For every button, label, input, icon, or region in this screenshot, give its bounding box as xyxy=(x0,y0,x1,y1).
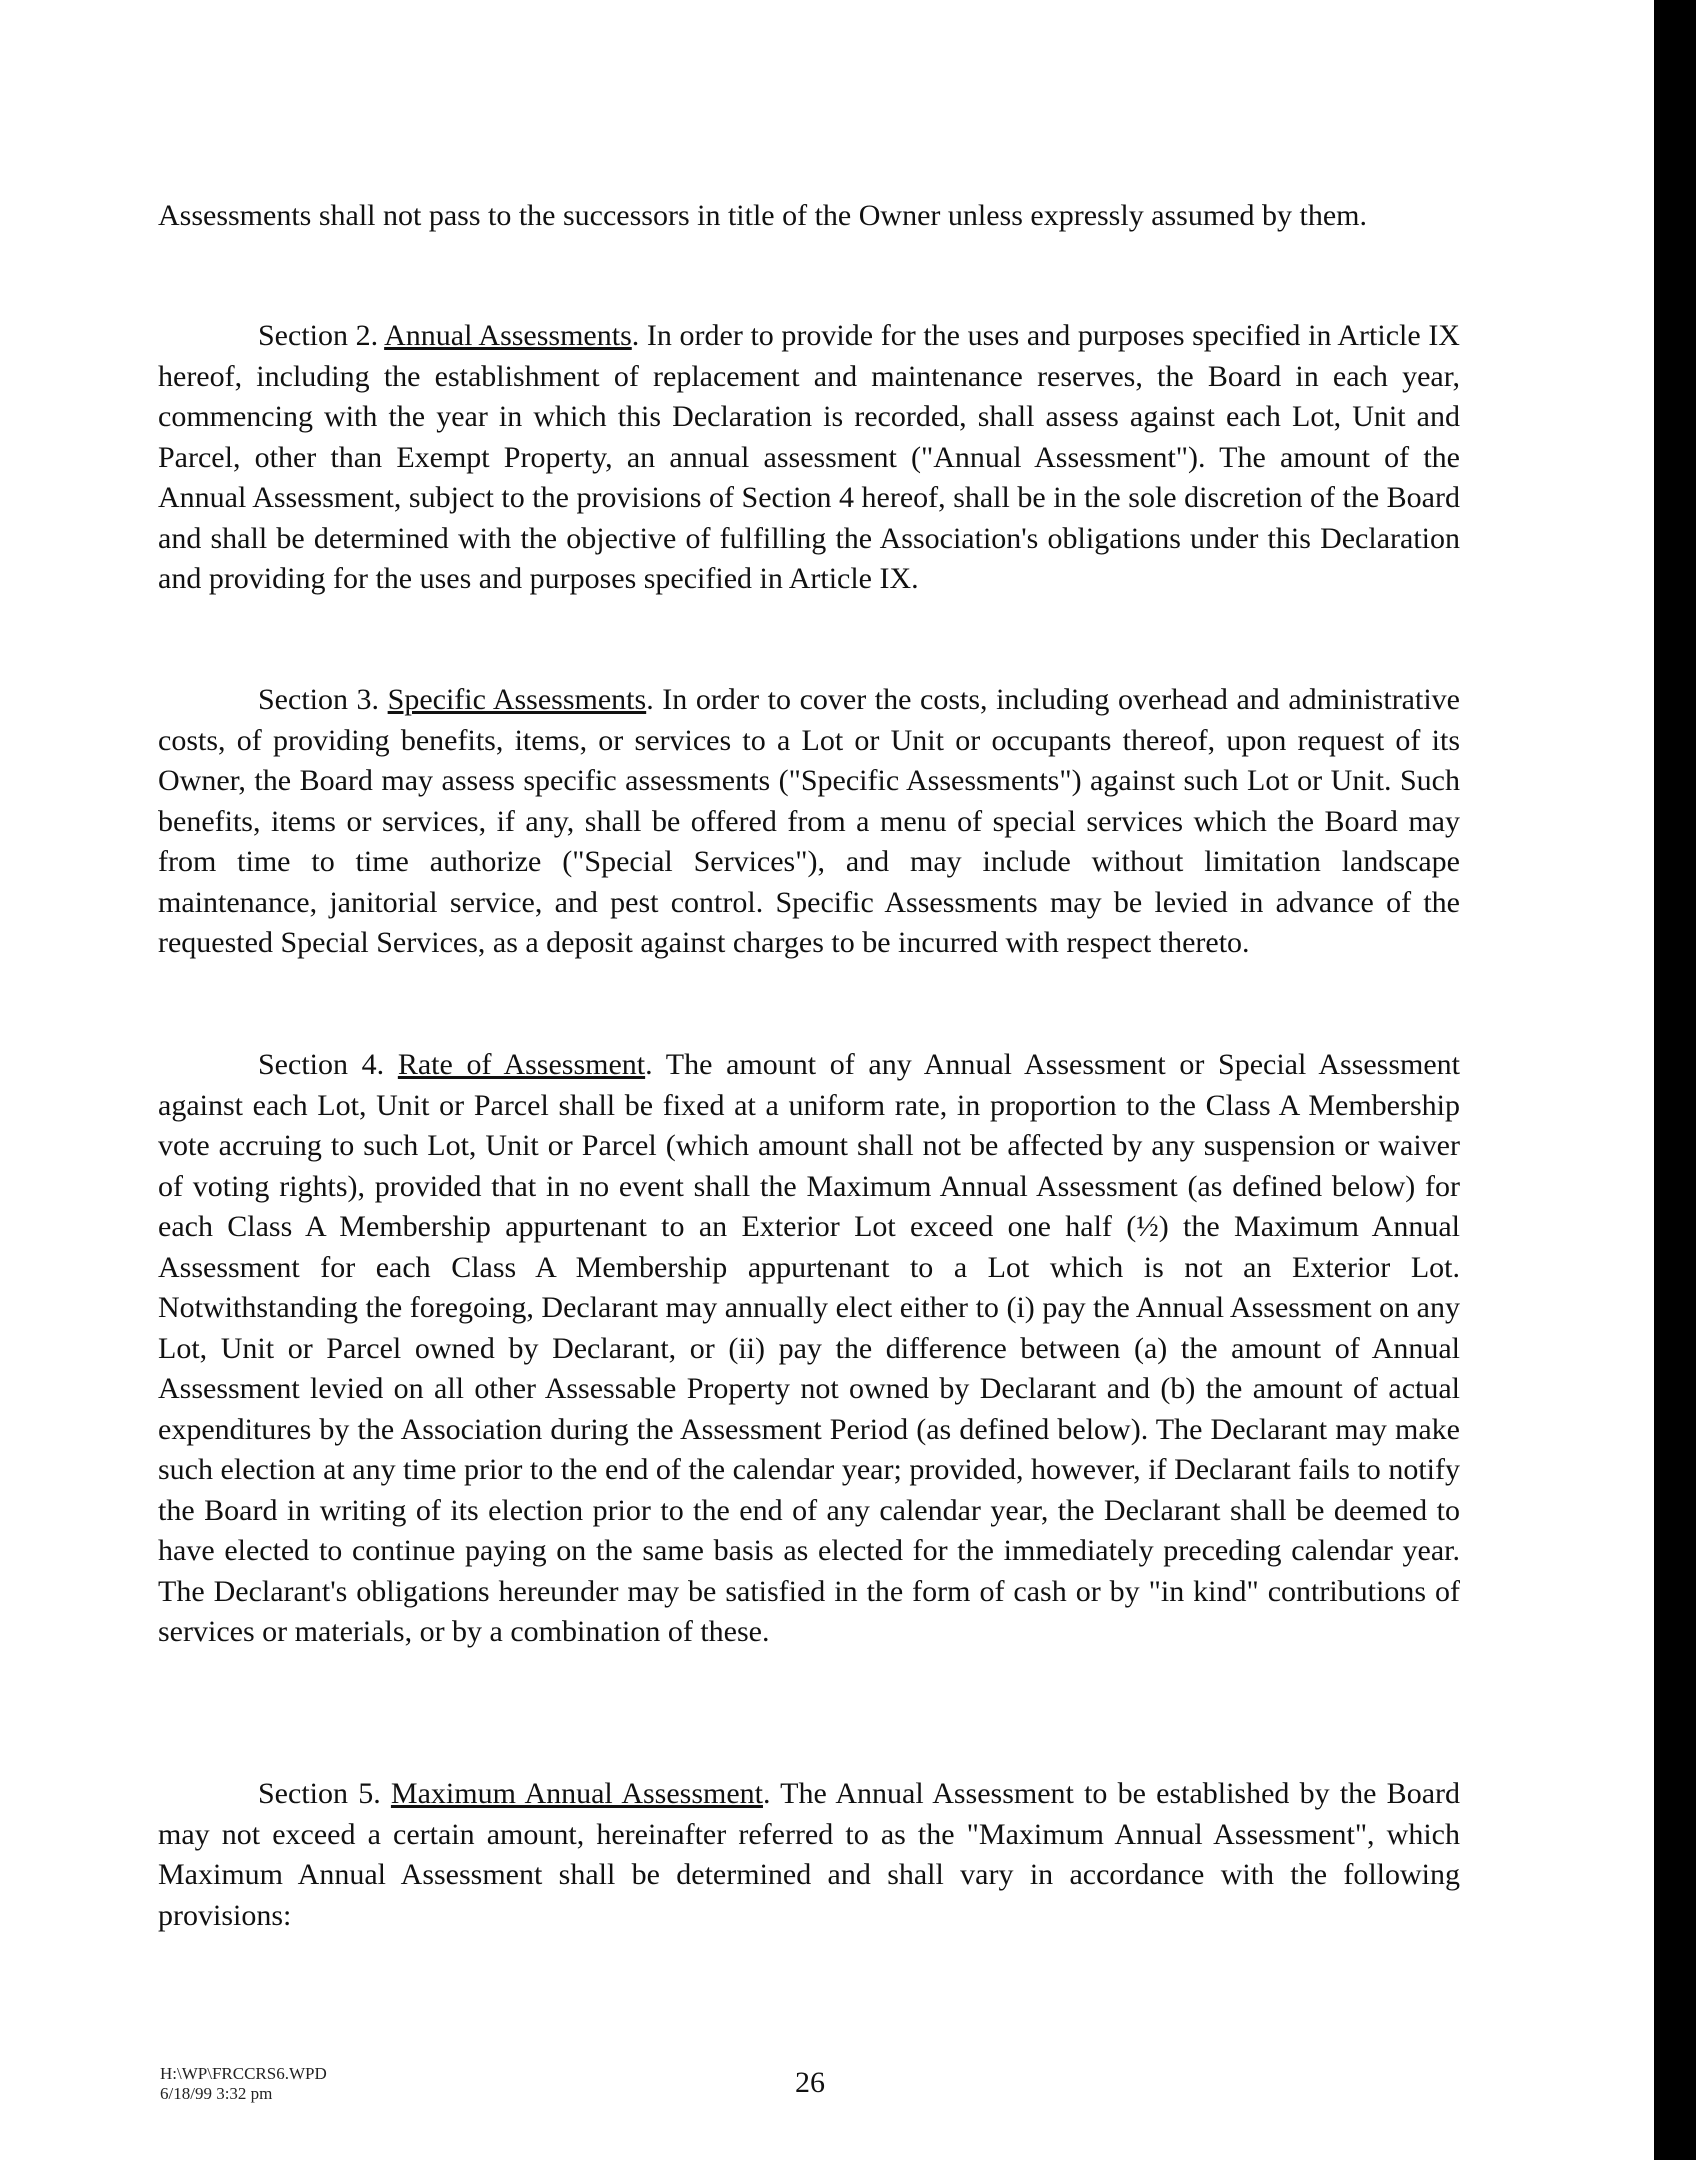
section-2-paragraph xyxy=(158,316,1460,600)
continuation-paragraph xyxy=(158,196,1460,237)
section-4-heading: Rate of Assessment xyxy=(397,1048,646,1081)
section-3-body: . In order to cover the costs, including overhead and administrative costs, of providing benefits, items, or services to a Lot or Unit or occupants thereof, upon request of its Owner, the Board may assess specific assessments ("Specific Assessments") against such Lot or Unit. Such benefits, items or services, if any, shall be offered from a menu of special services which the Board may from time to time authorize ("Special Services"), and may include without limitation landscape maintenance, janitorial service, and pest control. Specific Assessments may be levied in advance of the requested Special Services, as a deposit against charges to be incurred with respect thereto. xyxy=(158,683,1460,959)
section-5-lead: Section 5. xyxy=(258,1777,381,1810)
section-2-body: . In order to provide for the uses and purposes specified in Article IX hereof, including the establishment of replacement and maintenance reserves, the Board in each year, commencing with the year in which this Declaration is recorded, shall assess against each Lot, Unit and Parcel, other than Exempt Property, an annual assessment ("Annual Assessment"). The amount of the Annual Assessment, subject to the provisions of Section 4 hereof, shall be in the sole discretion of the Board and shall be determined with the objective of fulfilling the Association's obligations under this Declaration and providing for the uses and purposes specified in Article IX. xyxy=(158,319,1460,595)
section-2-lead: Section 2. xyxy=(258,319,379,352)
section-3-lead: Section 3. xyxy=(258,683,380,716)
section-3-heading: Specific Assessments xyxy=(387,683,647,716)
footer-date-time: 6/18/99 3:32 pm xyxy=(160,2084,273,2103)
section-3-text xyxy=(158,680,1460,964)
section-5-text xyxy=(158,1774,1460,1936)
section-5-paragraph xyxy=(158,1774,1460,1936)
section-4-paragraph xyxy=(158,1045,1460,1653)
page-number: 26 xyxy=(795,2066,825,2099)
section-2-heading: Annual Assessments xyxy=(384,319,632,352)
section-5-heading: Maximum Annual Assessment xyxy=(390,1777,763,1810)
section-4-lead: Section 4. xyxy=(258,1048,385,1081)
section-5-body: . The Annual Assessment to be established by the Board may not exceed a certain amount, hereinafter referred to as the "Maximum Annual Assessment", which Maximum Annual Assessment shall be determined and shall vary in accordance with the following provisions: xyxy=(158,1777,1460,1932)
section-3-paragraph xyxy=(158,680,1460,964)
section-4-body: . The amount of any Annual Assessment or Special Assessment against each Lot, Unit or Parcel shall be fixed at a uniform rate, in proportion to the Class A Membership vote accruing to such Lot, Unit or Parcel (which amount shall not be affected by any suspension or waiver of voting rights), provided that in no event shall the Maximum Annual Assessment (as defined below) for each Class A Membership appurtenant to an Exterior Lot exceed one half (½) the Maximum Annual Assessment for each Class A Membership appurtenant to a Lot which is not an Exterior Lot. Notwithstanding the foregoing, Declarant may annually elect either to (i) pay the Annual Assessment on any Lot, Unit or Parcel owned by Declarant, or (ii) pay the difference between (a) the amount of Annual Assessment levied on all other Assessable Property not owned by Declarant and (b) the amount of actual expenditures by the Association during the Assessment Period (as defined below). The Declarant may make such election at any time prior to the end of the calendar year; provided, however, if Declarant fails to notify the Board in writing of its election prior to the end of any calendar year, the Declarant shall be deemed to have elected to continue paying on the same basis as elected for the immediately preceding calendar year. The Declarant's obligations hereunder may be satisfied in the form of cash or by "in kind" contributions of services or materials, or by a combination of these. xyxy=(158,1048,1460,1648)
continuation-text: Assessments shall not pass to the successors in title of the Owner unless expressly assumed by them. xyxy=(158,199,1367,232)
scan-border xyxy=(1654,0,1696,2160)
section-4-text xyxy=(158,1045,1460,1653)
section-2-text xyxy=(158,316,1460,600)
footer-file-path: H:\WP\FRCCRS6.WPD xyxy=(160,2064,327,2083)
footer-file-info xyxy=(160,2064,327,2104)
